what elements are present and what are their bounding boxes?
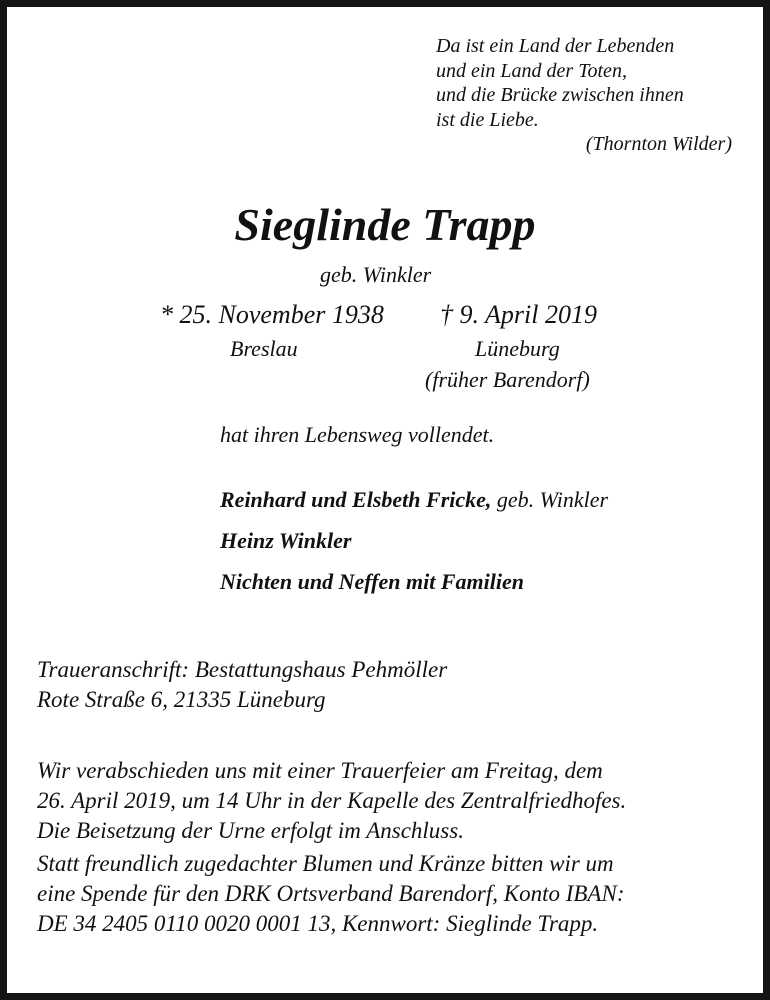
quote-author: (Thornton Wilder) <box>585 133 732 155</box>
ceremony-line: Die Beisetzung der Urne erfolgt im Anschluss. <box>37 818 464 843</box>
quote-line: und ein Land der Toten, <box>436 59 627 82</box>
birth-place: Breslau <box>230 336 298 361</box>
funeral-address <box>37 655 447 715</box>
ceremony-line: 26. April 2019, um 14 Uhr in der Kapelle des Zentralfriedhofes. <box>37 788 627 813</box>
former-residence: (früher Barendorf) <box>425 367 590 392</box>
quote-line: ist die Liebe. <box>436 108 539 131</box>
quote-line: Da ist ein Land der Lebenden <box>436 35 675 57</box>
donation-request <box>37 849 624 939</box>
death-statement: hat ihren Lebensweg vollendet. <box>220 422 495 447</box>
mourner-entry <box>220 487 608 513</box>
mourner-name: Reinhard und Elsbeth Fricke, <box>220 487 492 512</box>
mourner-entry <box>220 528 351 554</box>
address-line: Traueranschrift: Bestattungshaus Pehmöller <box>37 657 448 682</box>
donation-line: Statt freundlich zugedachter Blumen und Kränze bitten wir um <box>37 851 614 876</box>
donation-line: eine Spende für den DRK Ortsverband Barendorf, Konto IBAN: <box>37 881 625 906</box>
deceased-name: Sieglinde Trapp <box>234 199 536 250</box>
ceremony-details <box>37 756 626 846</box>
donation-line: DE 34 2405 0110 0020 0001 13, Kennwort: Sieglinde Trapp. <box>37 911 599 936</box>
mourner-entry <box>220 569 524 595</box>
maiden-name: geb. Winkler <box>320 262 432 287</box>
death-place: Lüneburg <box>475 336 560 361</box>
mourner-suffix: geb. Winkler <box>491 487 609 512</box>
birth-date: * 25. November 1938 <box>160 300 384 329</box>
death-date: † 9. April 2019 <box>440 300 597 329</box>
quote-line: und die Brücke zwischen ihnen <box>436 84 684 106</box>
epigraph-quote <box>436 34 736 157</box>
mourner-name: Heinz Winkler <box>220 528 352 553</box>
mourner-name: Nichten und Neffen mit Familien <box>220 569 524 594</box>
ceremony-line: Wir verabschieden uns mit einer Trauerfeier am Freitag, dem <box>37 758 603 783</box>
address-line: Rote Straße 6, 21335 Lüneburg <box>37 687 326 712</box>
